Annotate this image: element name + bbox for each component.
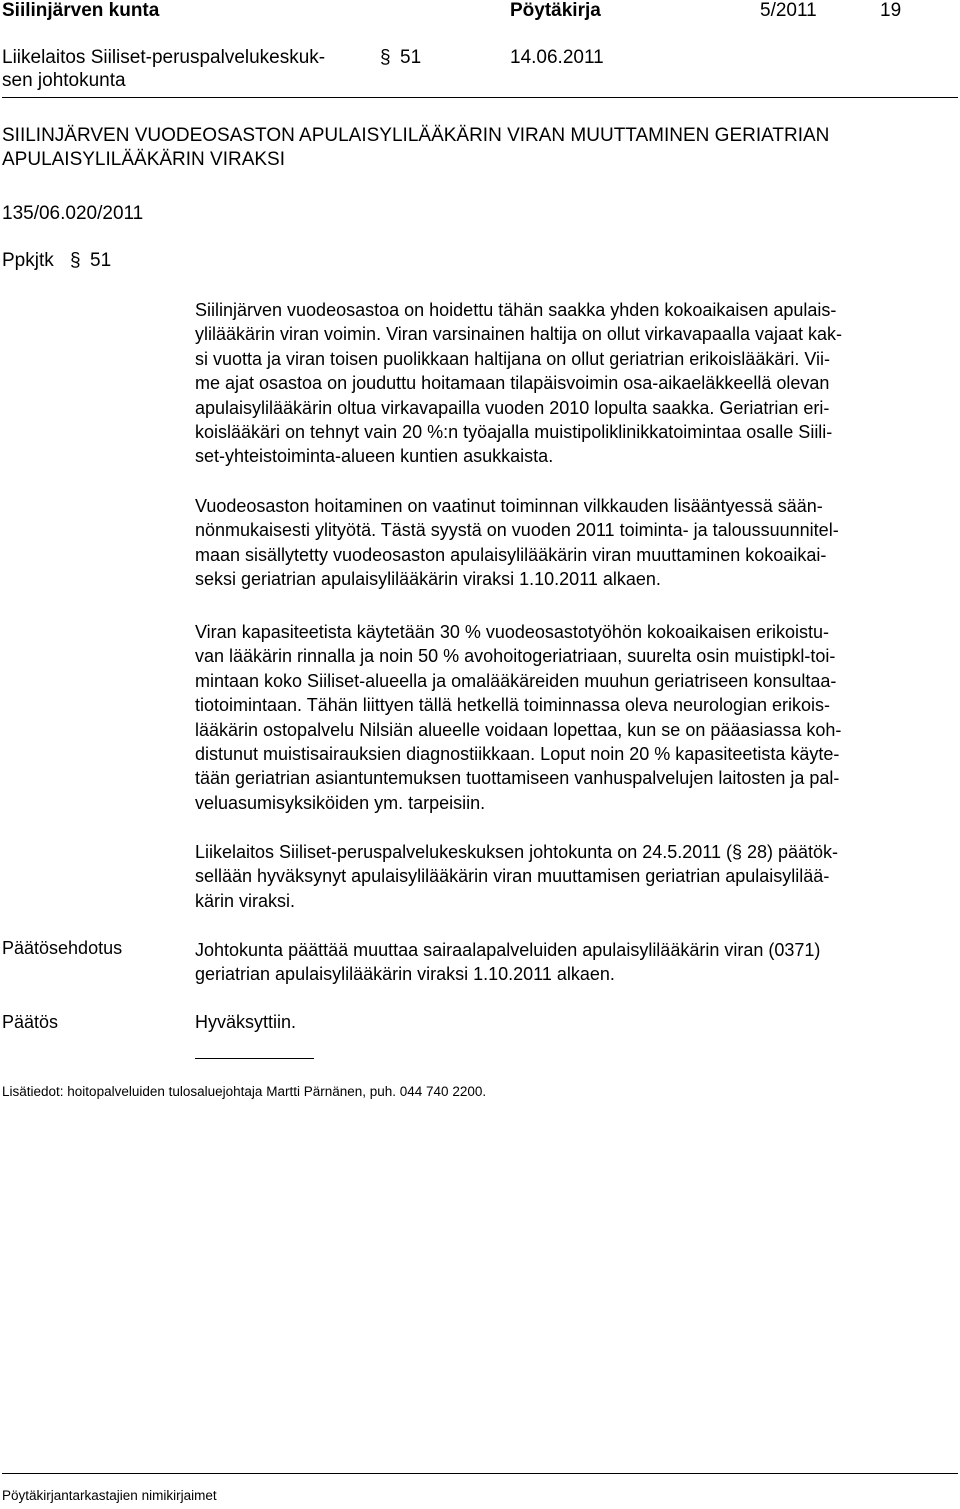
decision-text: Hyväksyttiin.: [195, 1012, 297, 1032]
document-type: Pöytäkirja: [510, 0, 601, 21]
text-line: Viran kapasiteetista käytetään 30 % vuodeosastotyöhön kokoaikaisen erikoistu-: [195, 622, 830, 642]
section-ref-number: 51: [90, 250, 112, 271]
title-line1: SIILINJÄRVEN VUODEOSASTON APULAISYLILÄÄKÄRIN VIRAN MUUTTAMINEN GERIATRIAN: [2, 125, 830, 146]
text-line: distunut muistisairauksien diagnostiikkaan. Loput noin 20 % kapasiteetista käyte-: [195, 744, 840, 765]
text-line: set-yhteistoiminta-alueen kuntien asukkaista.: [195, 446, 554, 467]
text-line: apulaisylilääkärin oltua virkavapailla vuoden 2010 lopulta saakka. Geriatrian eri-: [195, 397, 830, 418]
body-name-line2: sen johtokunta: [2, 70, 126, 91]
text-line: geriatrian apulaisylilääkärin viraksi 1.10.2011 alkaen.: [195, 964, 615, 985]
paragraph-background: [195, 298, 955, 469]
section-ref-label: Ppkjtk: [2, 250, 54, 271]
reference-number: 135/06.020/2011: [2, 203, 144, 224]
footer-initials-label: Pöytäkirjantarkastajien nimikirjaimet: [2, 1488, 217, 1503]
footer-divider: [2, 1473, 958, 1474]
text-line: Vuodeosaston hoitaminen on vaatinut toiminnan vilkkauden lisääntyessä sään-: [195, 496, 823, 516]
municipality-name: Siilinjärven kunta: [2, 0, 160, 21]
text-line: sellään hyväksynyt apulaisylilääkärin viran muuttamisen geriatrian apulaisylilää-: [195, 866, 830, 887]
paragraph-board-decision: [195, 840, 955, 913]
issue-number: 5/2011: [760, 0, 817, 21]
text-line: Siilinjärven vuodeosastoa on hoidettu tähän saakka yhden kokoaikaisen apulais-: [195, 300, 837, 320]
text-line: nönmukaisesti ylityötä. Tästä syystä on vuoden 2011 toiminta- ja taloussuunnitel-: [195, 520, 839, 541]
text-line: maan sisällytetty vuodeosaston apulaisylilääkärin viran muuttaminen kokoaikai-: [195, 544, 827, 565]
section-symbol: §: [380, 47, 391, 68]
meeting-date: 14.06.2011: [510, 47, 604, 68]
text-line: lääkärin ostopalvelu Nilsiän alueelle voidaan lopettaa, kun se on pääasiassa koh-: [195, 719, 842, 740]
paragraph-overtime: [195, 494, 955, 592]
text-line: mintaan koko Siiliset-alueella ja omalääkäreiden muuhun geriatriseen konsultaa-: [195, 670, 837, 691]
text-line: ylilääkärin viran voimin. Viran varsinainen haltija on ollut virkavapaalla vajaat kak-: [195, 324, 842, 345]
page-number: 19: [880, 0, 902, 21]
paragraph-capacity: [195, 620, 955, 815]
text-line: tään geriatrian asiantuntemuksen tuottamiseen vanhuspalvelujen laitosten ja pal-: [195, 768, 840, 789]
header-divider: [2, 97, 958, 98]
contact-info: Lisätiedot: hoitopalveluiden tulosaluejohtaja Martti Pärnänen, puh. 044 740 2200.: [2, 1084, 487, 1099]
text-line: Liikelaitos Siiliset-peruspalvelukeskuksen johtokunta on 24.5.2011 (§ 28) päätök-: [195, 842, 839, 862]
section-ref-symbol: §: [70, 250, 81, 271]
text-line: Johtokunta päättää muuttaa sairaalapalveluiden apulaisylilääkärin viran (0371): [195, 940, 821, 960]
text-line: kärin viraksi.: [195, 890, 296, 911]
decision-label: Päätös: [2, 1012, 59, 1032]
proposal-text: [195, 938, 955, 987]
text-line: si vuotta ja viran toisen puolikkaan haltijana on ollut geriatrian erikoislääkäri. Vii-: [195, 348, 831, 369]
proposal-label: Päätösehdotus: [2, 938, 123, 958]
text-line: seksi geriatrian apulaisylilääkärin viraksi 1.10.2011 alkaen.: [195, 569, 661, 590]
text-line: veluasumisyksiköiden ym. tarpeisiin.: [195, 792, 486, 813]
text-line: van lääkärin rinnalla ja noin 50 % avohoitogeriatriaan, suurelta osin muistipkl-toi-: [195, 646, 836, 667]
decision-underline: [195, 1058, 314, 1059]
text-line: koislääkäri on tehnyt vain 20 %:n työajalla muistipoliklinikkatoimintaa osalle Siili-: [195, 422, 833, 443]
section-number: 51: [400, 47, 422, 68]
text-line: tiotoimintaan. Tähän liittyen tällä hetkellä toiminnassa oleva neurologian erikois-: [195, 695, 831, 716]
title-line2: APULAISYLILÄÄKÄRIN VIRAKSI: [2, 149, 286, 170]
text-line: me ajat osastoa on jouduttu hoitamaan tilapäisvoimin osa-aikaeläkkeellä olevan: [195, 373, 830, 394]
body-name-line1: Liikelaitos Siiliset-peruspalvelukeskuk-: [2, 47, 326, 68]
